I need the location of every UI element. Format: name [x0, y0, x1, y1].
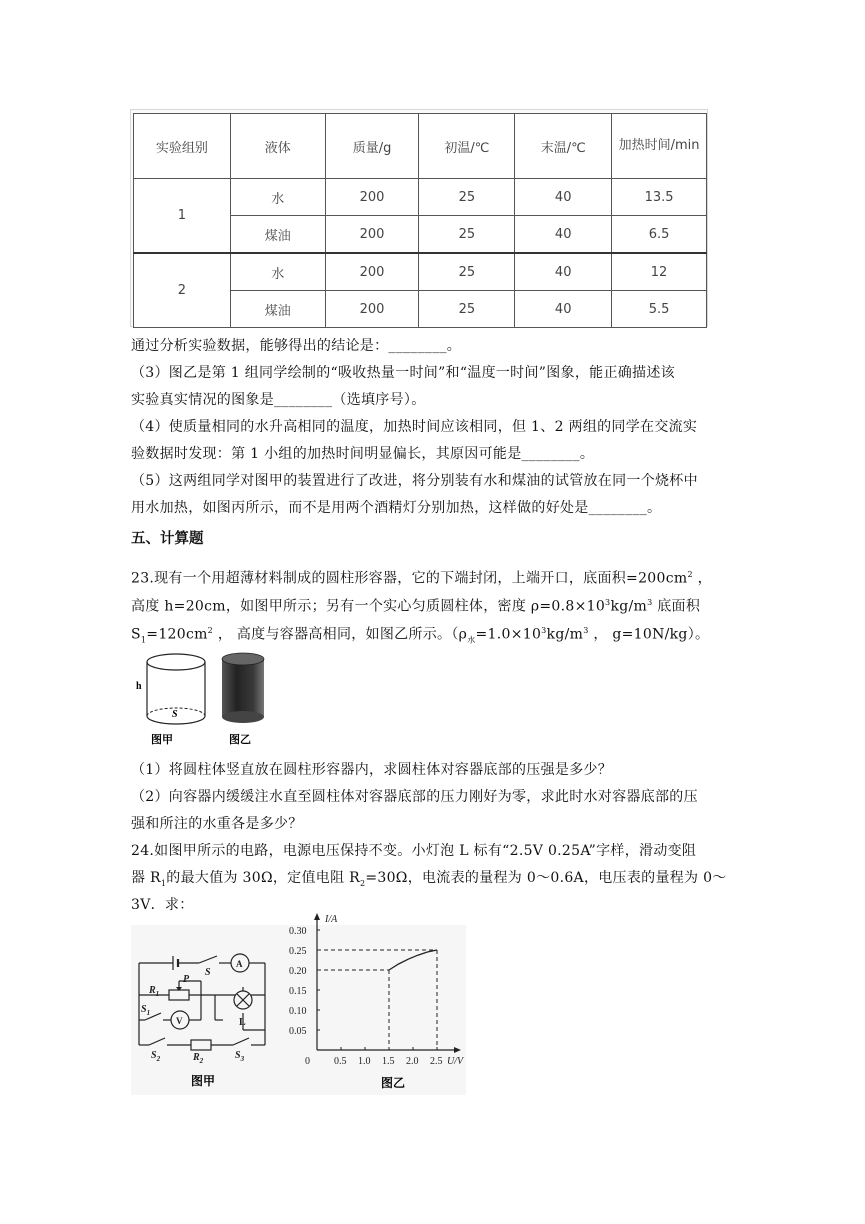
problem-24-line-1: 24.如图甲所示的电路，电源电压保持不变。小灯泡 L 标有“2.5V 0.25A”字样，滑动变阻: [131, 843, 697, 859]
x-tick-label: 2.5: [430, 1056, 443, 1067]
question-5-line-1: （5）这两组同学对图甲的装置进行了改进，将分别装有水和煤油的试管放在同一个烧杯中: [131, 473, 698, 489]
p23-text-1a: 23.现有一个用超薄材料制成的圆柱形容器，它的下端封闭，上端开口，底面积=200cm: [131, 570, 688, 587]
cell-mass: 200: [325, 291, 419, 328]
p23-text-3c: ， 高度与容器高相同，如图乙所示。（ρ: [213, 626, 468, 643]
question-5-line-2: 用水加热，如图丙所示，而不是用两个酒精灯分别加热，这样做的好处是________。: [131, 500, 662, 516]
height-label: h: [136, 681, 142, 692]
y-axis-label: I/A: [325, 914, 338, 925]
p23-sup-3b: 3: [541, 626, 547, 635]
header-initial-temp: 初温/℃: [419, 114, 515, 179]
question-4-line-2: 验数据时发现：第 1 小组的加热时间明显偏长，其原因可能是________。: [131, 446, 595, 462]
question-3-line-1: （3）图乙是第 1 组同学绘制的“吸收热量一时间”和“温度一时间”图象，能正确描述该: [131, 365, 675, 381]
cell-group: 1: [134, 179, 231, 254]
problem-23-question-1: （1）将圆柱体竖直放在圆柱形容器内，求圆柱体对容器底部的压强是多少？: [131, 762, 613, 778]
circuit-caption: 图甲: [191, 1074, 216, 1088]
cell-liquid: 水: [230, 179, 325, 216]
x-tick-label: 1.0: [358, 1056, 371, 1067]
cell-heating-time: 13.5: [612, 179, 707, 216]
header-heating-time-label: 加热时间/min: [618, 138, 700, 153]
s3-main: S: [235, 1050, 241, 1061]
s1-main: S: [141, 1004, 147, 1015]
rheostat-r1: [169, 990, 189, 1000]
figure-a-caption: 图甲: [151, 733, 173, 746]
cell-initial-temp: 25: [419, 179, 515, 216]
area-label: S: [172, 709, 178, 720]
p23-sup-2b: 3: [647, 598, 653, 607]
p24-text-2c: =30Ω，电流表的量程为 0～0.6A，电压表的量程为 0～: [365, 870, 727, 886]
r2-main: R: [193, 1052, 200, 1063]
p23-text-2b: kg/m: [610, 598, 648, 615]
table-header-row: [134, 114, 707, 179]
table-row: [134, 253, 707, 291]
s3-sub: 3: [240, 1055, 245, 1063]
p24-text-2a: 器 R: [131, 870, 161, 886]
p23-sup-2a: 3: [605, 598, 611, 607]
lamp-icon: [234, 991, 252, 1009]
switch-s-label: S: [205, 967, 211, 978]
circuit-and-graph-figure: [131, 914, 466, 1095]
header-heating-time: [612, 114, 707, 179]
cell-liquid: 煤油: [230, 216, 325, 254]
s1-sub: 1: [146, 1009, 151, 1017]
p23-sup-3a: 2: [207, 626, 214, 635]
x-tick-label: 1.5: [382, 1056, 395, 1067]
header-mass: 质量/g: [325, 114, 419, 179]
cell-liquid: 煤油: [230, 291, 325, 328]
p23-text-3e: kg/m: [546, 626, 584, 643]
p23-text-3f: ， g=10N/kg）。: [588, 626, 710, 643]
p23-text-3d: =1.0×10: [475, 626, 542, 643]
p23-text-3a: S: [131, 626, 141, 643]
y-tick-label: 0.25: [289, 946, 307, 957]
x-tick-label: 0.5: [334, 1056, 347, 1067]
p24-sub-2b: 2: [359, 878, 366, 888]
figure-b-caption: 图乙: [229, 733, 251, 746]
problem-23-line-1: [131, 561, 741, 593]
question-3-line-2: 实验真实情况的图象是________（选填序号）。: [131, 392, 426, 408]
r1-main: R: [149, 985, 156, 996]
resistor-r2: [191, 1040, 211, 1050]
conclusion-line: 通过分析实验数据，能够得出的结论是：________。: [131, 338, 462, 354]
p23-sup-1: 2: [687, 570, 693, 579]
cell-mass: 200: [325, 179, 419, 216]
problem-24-line-3: 3V．求：: [131, 897, 194, 913]
y-tick-label: 0.10: [289, 1006, 307, 1017]
solid-cylinder-drawing: [222, 653, 264, 723]
table-row: [134, 179, 707, 216]
header-liquid: 液体: [230, 114, 325, 179]
header-group: 实验组别: [134, 114, 231, 179]
p23-text-3b: =120cm: [146, 626, 208, 643]
p23-text-1b: ，: [692, 570, 712, 587]
cell-group: 2: [134, 253, 231, 328]
header-final-temp: 末温/℃: [515, 114, 612, 179]
cylinder-figure: [131, 645, 268, 748]
problem-23-question-2-line-2: 强和所注的水重各是多少？: [131, 816, 303, 832]
s2-main: S: [151, 1050, 157, 1061]
p23-text-2a: 高度 h=20cm，如图甲所示；另有一个实心匀质圆柱体，密度 ρ=0.8×10: [131, 598, 606, 615]
y-tick-label: 0.15: [289, 986, 307, 997]
section-title: 五、计算题: [131, 531, 204, 547]
problem-23-question-2-line-1: （2）向容器内缓缓注水直至圆柱体对容器底部的压力刚好为零，求此时水对容器底部的压: [131, 789, 698, 805]
voltmeter-label: V: [176, 1016, 183, 1026]
x-tick-label: 2.0: [406, 1056, 419, 1067]
slider-p-label: P: [183, 974, 190, 985]
cell-final-temp: 40: [515, 291, 612, 328]
y-tick-label: 0.05: [289, 1026, 307, 1037]
experiment-table: [133, 113, 707, 328]
cell-initial-temp: 25: [419, 216, 515, 254]
cell-mass: 200: [325, 253, 419, 291]
p23-sub-3a: 1: [140, 635, 147, 645]
p23-sub-3b: 水: [467, 635, 476, 645]
lamp-label: L: [239, 1017, 246, 1028]
s2-sub: 2: [156, 1055, 161, 1063]
cell-heating-time: 12: [612, 253, 707, 291]
question-4-line-1: （4）使质量相同的水升高相同的温度，加热时间应该相同，但 1、2 两组的同学在交流实: [131, 419, 698, 435]
r1-sub: 1: [155, 990, 160, 998]
cell-liquid: 水: [230, 253, 325, 291]
x-axis-label: U/V: [447, 1056, 464, 1067]
graph-caption: 图乙: [381, 1076, 406, 1090]
ammeter-label: A: [236, 959, 243, 969]
cell-heating-time: 6.5: [612, 216, 707, 254]
cell-initial-temp: 25: [419, 291, 515, 328]
cell-mass: 200: [325, 216, 419, 254]
p24-sub-2a: 1: [160, 878, 167, 888]
p24-text-2b: 的最大值为 30Ω，定值电阻 R: [166, 870, 360, 886]
problem-23-line-2: [131, 589, 741, 621]
y-tick-label: 0.20: [289, 966, 307, 977]
cell-final-temp: 40: [515, 216, 612, 254]
x-tick-label: 0: [305, 1056, 310, 1067]
y-tick-label: 0.30: [289, 926, 307, 937]
cell-final-temp: 40: [515, 179, 612, 216]
p23-text-2c: 底面积: [652, 598, 701, 615]
r2-sub: 2: [199, 1057, 204, 1065]
cell-final-temp: 40: [515, 253, 612, 291]
p23-sup-3c: 3: [583, 626, 589, 635]
experiment-table-image: [130, 109, 708, 327]
cell-heating-time: 5.5: [612, 291, 707, 328]
cell-initial-temp: 25: [419, 253, 515, 291]
